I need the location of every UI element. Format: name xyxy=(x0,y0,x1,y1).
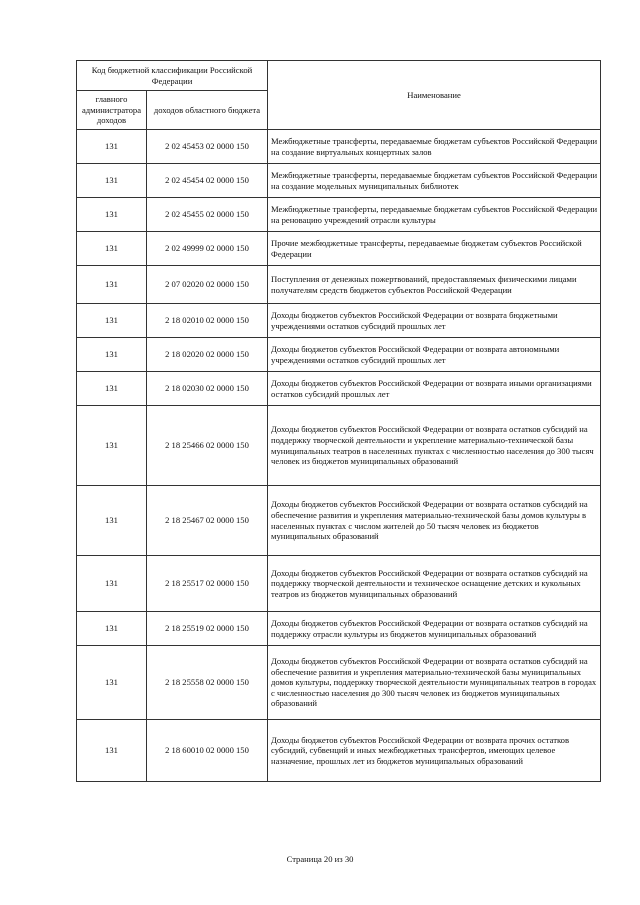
table-row xyxy=(77,612,601,646)
header-name: Наименование xyxy=(268,61,601,130)
admin-code-cell: 131 xyxy=(77,646,147,720)
income-code-cell: 2 02 45454 02 0000 150 xyxy=(147,164,268,198)
admin-code-cell: 131 xyxy=(77,612,147,646)
admin-code-cell: 131 xyxy=(77,406,147,486)
admin-code-cell: 131 xyxy=(77,130,147,164)
table-row xyxy=(77,372,601,406)
admin-code-cell: 131 xyxy=(77,372,147,406)
name-cell: Поступления от денежных пожертвований, предоставляемых физическими лицами получателям средств бюджетов субъектов Российской Федерации xyxy=(268,266,601,304)
name-cell: Доходы бюджетов субъектов Российской Федерации от возврата остатков субсидий на поддержку отрасли культуры из бюджетов муниципальных образований xyxy=(268,612,601,646)
header-admin: главного администратора доходов xyxy=(77,91,147,130)
table-row xyxy=(77,164,601,198)
name-cell: Доходы бюджетов субъектов Российской Федерации от возврата остатков субсидий на поддержку творческой деятельности и укрепление материально-технической базы муниципальных театров в населенных пунктах с численностью населения до 300 тысяч человек из бюджетов муниципальных образований xyxy=(268,406,601,486)
table-row xyxy=(77,266,601,304)
admin-code-cell: 131 xyxy=(77,164,147,198)
page-number: Страница 20 из 30 xyxy=(286,854,354,864)
table-row xyxy=(77,130,601,164)
table-row xyxy=(77,486,601,556)
name-cell: Доходы бюджетов субъектов Российской Федерации от возврата иными организациями остатков субсидий прошлых лет xyxy=(268,372,601,406)
table-body xyxy=(77,130,601,782)
name-cell: Доходы бюджетов субъектов Российской Федерации от возврата прочих остатков субсидий, субвенций и иных межбюджетных трансфертов, имеющих целевое назначение, прошлых лет из бюджетов муниципальных образований xyxy=(268,720,601,782)
budget-codes-table xyxy=(76,60,601,782)
table-row xyxy=(77,406,601,486)
admin-code-cell: 131 xyxy=(77,338,147,372)
name-cell: Межбюджетные трансферты, передаваемые бюджетам субъектов Российской Федерации на создание виртуальных концертных залов xyxy=(268,130,601,164)
table-row xyxy=(77,304,601,338)
name-cell: Межбюджетные трансферты, передаваемые бюджетам субъектов Российской Федерации на реновацию учреждений отрасли культуры xyxy=(268,198,601,232)
table-row xyxy=(77,198,601,232)
admin-code-cell: 131 xyxy=(77,232,147,266)
income-code-cell: 2 02 49999 02 0000 150 xyxy=(147,232,268,266)
name-cell: Межбюджетные трансферты, передаваемые бюджетам субъектов Российской Федерации на создание модельных муниципальных библиотек xyxy=(268,164,601,198)
table-row xyxy=(77,646,601,720)
name-cell: Доходы бюджетов субъектов Российской Федерации от возврата остатков субсидий на обеспечение развития и укрепления материально-технической базы домов культуры в населенных пунктах с числом жителей до 50 тысяч человек из бюджетов муниципальных образований xyxy=(268,486,601,556)
income-code-cell: 2 18 25558 02 0000 150 xyxy=(147,646,268,720)
header-income: доходов областного бюджета xyxy=(147,91,268,130)
admin-code-cell: 131 xyxy=(77,304,147,338)
income-code-cell: 2 18 25517 02 0000 150 xyxy=(147,556,268,612)
income-code-cell: 2 18 25467 02 0000 150 xyxy=(147,486,268,556)
admin-code-cell: 131 xyxy=(77,486,147,556)
income-code-cell: 2 18 02020 02 0000 150 xyxy=(147,338,268,372)
table-row xyxy=(77,338,601,372)
table-row xyxy=(77,556,601,612)
income-code-cell: 2 18 25519 02 0000 150 xyxy=(147,612,268,646)
admin-code-cell: 131 xyxy=(77,720,147,782)
income-code-cell: 2 18 60010 02 0000 150 xyxy=(147,720,268,782)
income-code-cell: 2 07 02020 02 0000 150 xyxy=(147,266,268,304)
income-code-cell: 2 18 25466 02 0000 150 xyxy=(147,406,268,486)
name-cell: Доходы бюджетов субъектов Российской Федерации от возврата бюджетными учреждениями остатков субсидий прошлых лет xyxy=(268,304,601,338)
income-code-cell: 2 02 45453 02 0000 150 xyxy=(147,130,268,164)
header-classification-code: Код бюджетной классификации Российской Федерации xyxy=(77,61,268,91)
table-row xyxy=(77,232,601,266)
admin-code-cell: 131 xyxy=(77,198,147,232)
name-cell: Прочие межбюджетные трансферты, передаваемые бюджетам субъектов Российской Федерации xyxy=(268,232,601,266)
name-cell: Доходы бюджетов субъектов Российской Федерации от возврата остатков субсидий на поддержку творческой деятельности и техническое оснащение детских и кукольных театров из бюджетов муниципальных образований xyxy=(268,556,601,612)
name-cell: Доходы бюджетов субъектов Российской Федерации от возврата остатков субсидий на обеспечение развития и укрепления материально-технической базы муниципальных домов культуры, поддержку творческой деятельности муниципальных театров в городах с численностью населения до 300 тысяч человек из бюджетов муниципальных образований xyxy=(268,646,601,720)
income-code-cell: 2 02 45455 02 0000 150 xyxy=(147,198,268,232)
income-code-cell: 2 18 02010 02 0000 150 xyxy=(147,304,268,338)
name-cell: Доходы бюджетов субъектов Российской Федерации от возврата автономными учреждениями остатков субсидий прошлых лет xyxy=(268,338,601,372)
table-row xyxy=(77,720,601,782)
income-code-cell: 2 18 02030 02 0000 150 xyxy=(147,372,268,406)
admin-code-cell: 131 xyxy=(77,556,147,612)
admin-code-cell: 131 xyxy=(77,266,147,304)
